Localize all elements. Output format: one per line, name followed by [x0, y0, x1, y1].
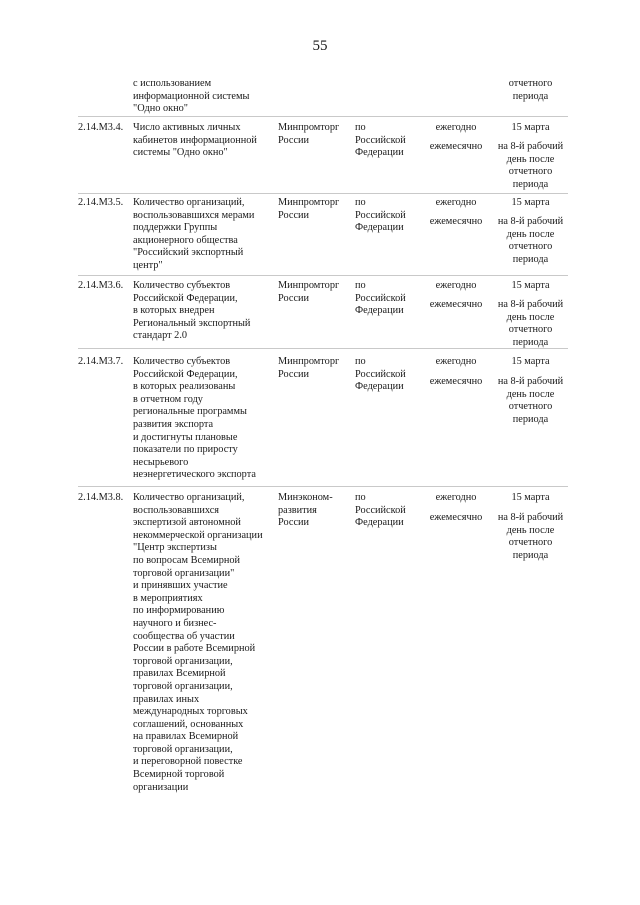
deadline-annual: 15 марта: [511, 197, 550, 208]
indicator-name: Количество субъектов Российской Федерации, в которых внедрен Региональный экспортный стандарт 2.0: [133, 280, 251, 342]
indicator-name: Количество организаций, воспользовавшихся мерами поддержки Группы акционерного общества "Российский экспортный центр": [133, 197, 255, 271]
territorial-scope: по Российской Федерации: [355, 492, 406, 529]
page-number: 55: [312, 38, 328, 54]
period-monthly: ежемесячно: [429, 376, 483, 387]
indicator-name: Количество субъектов Российской Федерации, в которых реализованы в отчетном году региональные программы развития экспорта и достигнуты плановые показатели по приросту несырьевого неэнергетического экспорта: [133, 356, 256, 481]
indicator-code: 2.14.М3.6.: [78, 280, 124, 291]
row-separator: [78, 116, 568, 117]
period-monthly: ежемесячно: [429, 141, 483, 152]
deadline-monthly: на 8-й рабочий день после отчетного периода: [497, 216, 564, 265]
deadline-annual: 15 марта: [511, 492, 550, 503]
responsible-agency: Минпромторг России: [278, 122, 340, 146]
period-annual: ежегодно: [435, 280, 477, 291]
period-monthly: ежемесячно: [429, 299, 483, 310]
indicator-code: 2.14.М3.5.: [78, 197, 124, 208]
period-monthly: ежемесячно: [429, 512, 483, 523]
row-separator: [78, 486, 568, 487]
period-monthly: ежемесячно: [429, 216, 483, 227]
territorial-scope: по Российской Федерации: [355, 356, 406, 393]
period-annual: ежегодно: [435, 122, 477, 133]
indicator-code: 2.14.М3.8.: [78, 492, 124, 503]
indicator-name: с использованием информационной системы "Одно окно": [133, 78, 250, 115]
responsible-agency: Минпромторг России: [278, 197, 340, 221]
period-annual: ежегодно: [435, 492, 477, 503]
responsible-agency: Минпромторг России: [278, 356, 340, 380]
indicator-code: 2.14.М3.4.: [78, 122, 124, 133]
deadline-monthly: на 8-й рабочий день после отчетного периода: [497, 376, 564, 425]
responsible-agency: Минпромторг России: [278, 280, 340, 304]
territorial-scope: по Российской Федерации: [355, 280, 406, 317]
territorial-scope: по Российской Федерации: [355, 197, 406, 234]
deadline-annual: 15 марта: [511, 122, 550, 133]
deadline-annual: 15 марта: [511, 280, 550, 291]
row-separator: [78, 275, 568, 276]
period-annual: ежегодно: [435, 356, 477, 367]
responsible-agency: Минэконом- развития России: [278, 492, 333, 529]
indicator-name: Количество организаций, воспользовавшихся экспертизой автономной некоммерческой организации "Центр экспертизы по вопросам Всемирной торговой организации" и принявших участие в мероприятиях по информированию научного и бизнес- сообщества об участии России в работе Всемирной торговой организации, правилах Всемирной торговой организации, правилах иных международных торговых соглашений, основанных на правилах Всемирной торговой организации, и переговорной повестке Всемирной торговой организации: [133, 492, 263, 793]
deadline-monthly: на 8-й рабочий день после отчетного периода: [497, 299, 564, 348]
row-separator: [78, 348, 568, 349]
indicator-name: Число активных личных кабинетов информационной системы "Одно окно": [133, 122, 257, 159]
deadline-monthly: на 8-й рабочий день после отчетного периода: [497, 141, 564, 190]
territorial-scope: по Российской Федерации: [355, 122, 406, 159]
deadline-annual: 15 марта: [511, 356, 550, 367]
deadline-monthly: на 8-й рабочий день после отчетного периода: [497, 512, 564, 561]
row-separator: [78, 193, 568, 194]
deadline-value: отчетного периода: [508, 78, 553, 102]
indicator-code: 2.14.М3.7.: [78, 356, 124, 367]
period-annual: ежегодно: [435, 197, 477, 208]
